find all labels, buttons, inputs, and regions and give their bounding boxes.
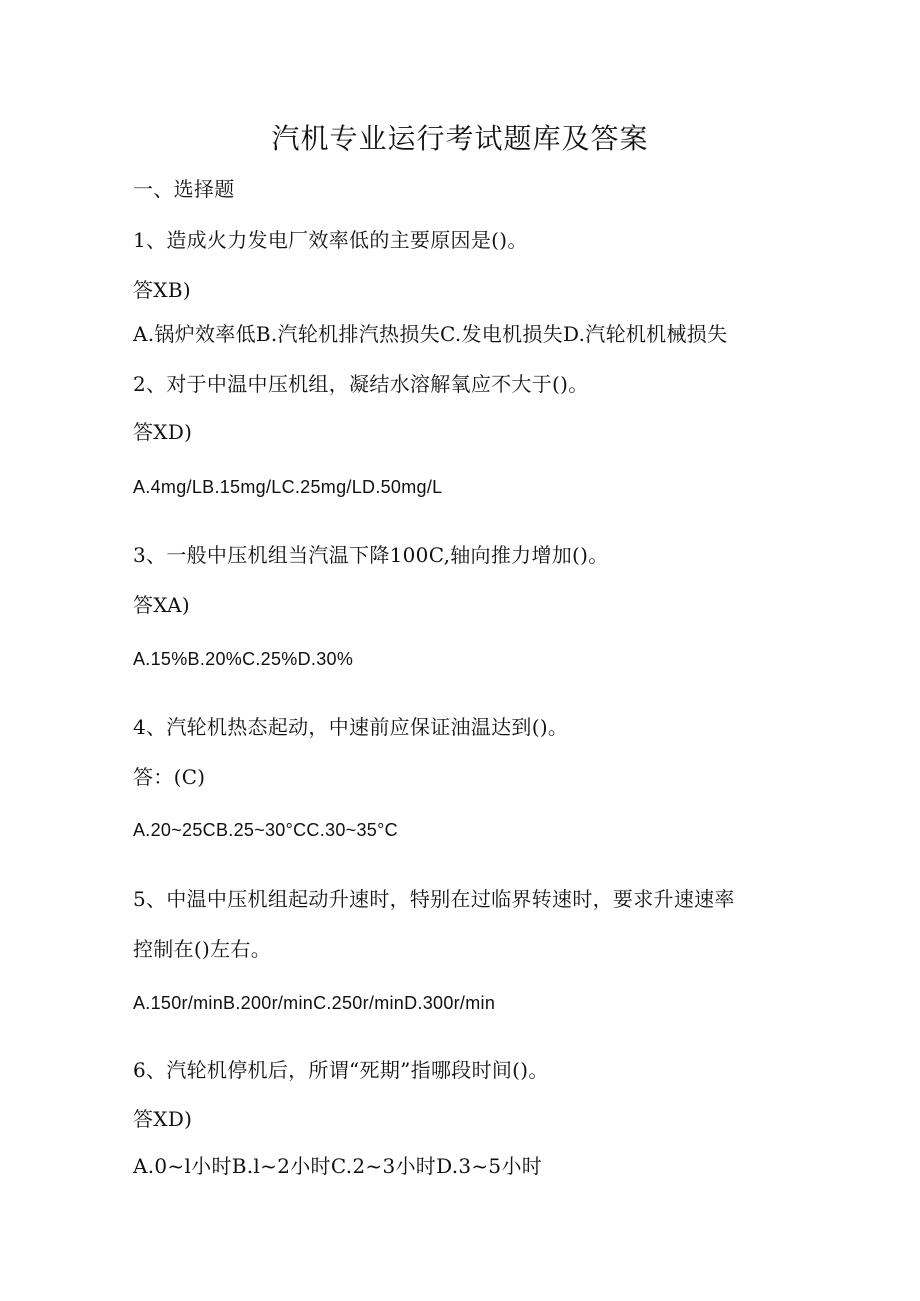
options-2: A.4mg/LB.15mg/LC.25mg/LD.50mg/L (133, 477, 443, 497)
options-4: A.20~25CB.25~30°CC.30~35°C (133, 820, 398, 840)
options-3: A.15%B.20%C.25%D.30% (133, 649, 354, 669)
options-5: A.150r/minB.200r/minC.250r/minD.300r/min (133, 993, 496, 1013)
question-5: 5、中温中压机组起动升速时，特别在过临界转速时，要求升速速率 (133, 887, 735, 911)
answer-3: 答XA) (133, 593, 190, 617)
answer-1: 答XB) (133, 278, 191, 302)
document-title: 汽机专业运行考试题库及答案 (271, 122, 649, 155)
options-1: A.锅炉效率低B.汽轮机排汽热损失C.发电机损失D.汽轮机机械损失 (133, 322, 728, 346)
answer-2: 答XD) (133, 420, 193, 444)
question-3: 3、一般中压机组当汽温下降100C,轴向推力增加()。 (133, 543, 609, 567)
question-6: 6、汽轮机停机后，所谓“死期”指哪段时间()。 (133, 1058, 549, 1082)
question-4: 4、汽轮机热态起动，中速前应保证油温达到()。 (133, 715, 569, 739)
section-heading: 一、选择题 (133, 177, 235, 201)
options-6: A.0~l小时B.l~2小时C.2~3小时D.3~5小时 (133, 1154, 543, 1178)
question-5-continued: 控制在()左右。 (133, 937, 272, 961)
question-1: 1、造成火力发电厂效率低的主要原因是()。 (133, 228, 528, 252)
answer-4: 答：(C) (133, 765, 206, 789)
question-2: 2、对于中温中压机组，凝结水溶解氧应不大于()。 (133, 372, 589, 396)
answer-6: 答XD) (133, 1107, 193, 1131)
